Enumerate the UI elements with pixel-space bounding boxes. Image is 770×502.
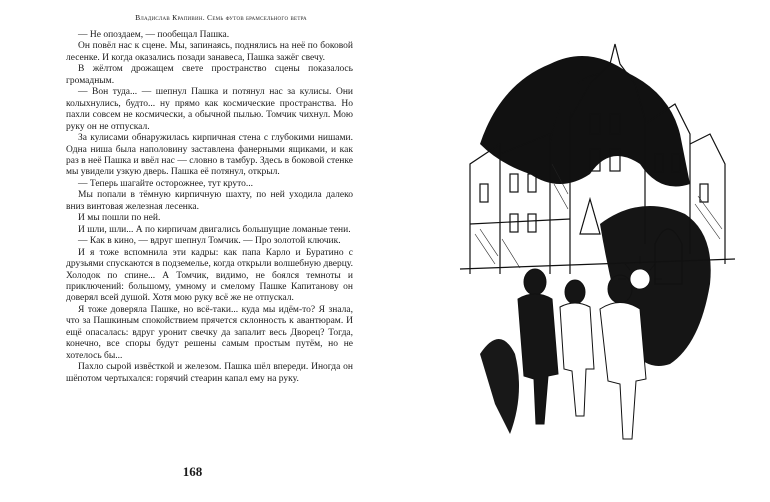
paragraph: Он повёл нас к сцене. Мы, запинаясь, поднялись на неё по боковой лесенке. И когда оказались позади занавеса, Пашка зажёг свечу. — [66, 41, 353, 63]
paragraph: — Как в кино, — вдруг шепнул Томчик. — Про золотой ключик. — [78, 236, 341, 247]
ground-shadow — [480, 339, 519, 434]
paragraph: И я тоже вспомнила эти кадры: как папа Карло и Буратино с друзьями спускаются в подземелье, когда открыли волшебную дверцу. Холодок по спине... А Томчик, видимо, не боялся темноты и приключений: большому, умному и смелому Пашке Капитанову он доверял всей душой. Хотя мою руку всё же не отпускал. — [66, 247, 353, 304]
right-page — [400, 0, 770, 502]
paragraph: За кулисами обнаружилась кирпичная стена с глубокими нишами. Одна ниша была наполовину заставлена фанерными ящиками, и как раз в неё Пашка и ввёл нас — словно в тамбур. Здесь в боковой стенке мы увидели узкую дверь. Пашка её потянул, открыл. — [66, 133, 353, 178]
night-sky — [480, 56, 690, 187]
children-figures — [518, 269, 646, 439]
paragraph: Мы попали в тёмную кирпичную шахту, по ней уходила далеко вниз винтовая железная лесенка. — [66, 190, 353, 212]
paragraph: В жёлтом дрожащем свете пространство сцены показалось громадным. — [66, 64, 353, 86]
paragraph: И шли, шли... А по кирпичам двигались большущие ломаные тени. — [78, 224, 351, 235]
body-text — [66, 30, 353, 385]
paragraph: Я тоже доверяла Пашке, но всё-таки... куда мы идём-то? Я знала, что за Пашкиным спокойствием прячется склонность к авантюрам. И ещё опасалась: вдруг уронит свечку да запалит весь Дворец? Тогда, конечно, все споры будут решены самым простым путём, но не хотелось бы... — [66, 304, 353, 361]
paragraph: И мы пошли по ней. — [78, 213, 161, 224]
page-number: 168 — [182, 464, 203, 479]
palace-illustration — [440, 24, 750, 454]
paragraph: — Вон туда... — шепнул Пашка и потянул нас за кулисы. Они колыхнулись, будто... ну прямо как космические пространства. Но пахли совсем не космически, а обычной пылью. Томчик чихнул. Мою руку он не отпускал. — [66, 87, 353, 132]
running-head: Владислав Крапивин. Семь футов брамсельного ветра — [135, 13, 307, 22]
paragraph: — Теперь шагайте осторожнее, тут круто... — [78, 178, 254, 189]
paragraph: — Не опоздаем, — пообещал Пашка. — [78, 30, 230, 40]
paragraph: Пахло сырой извёсткой и железом. Пашка шёл впереди. Иногда он шёпотом чертыхался: горячий стеарин капал ему на руку. — [66, 362, 353, 384]
